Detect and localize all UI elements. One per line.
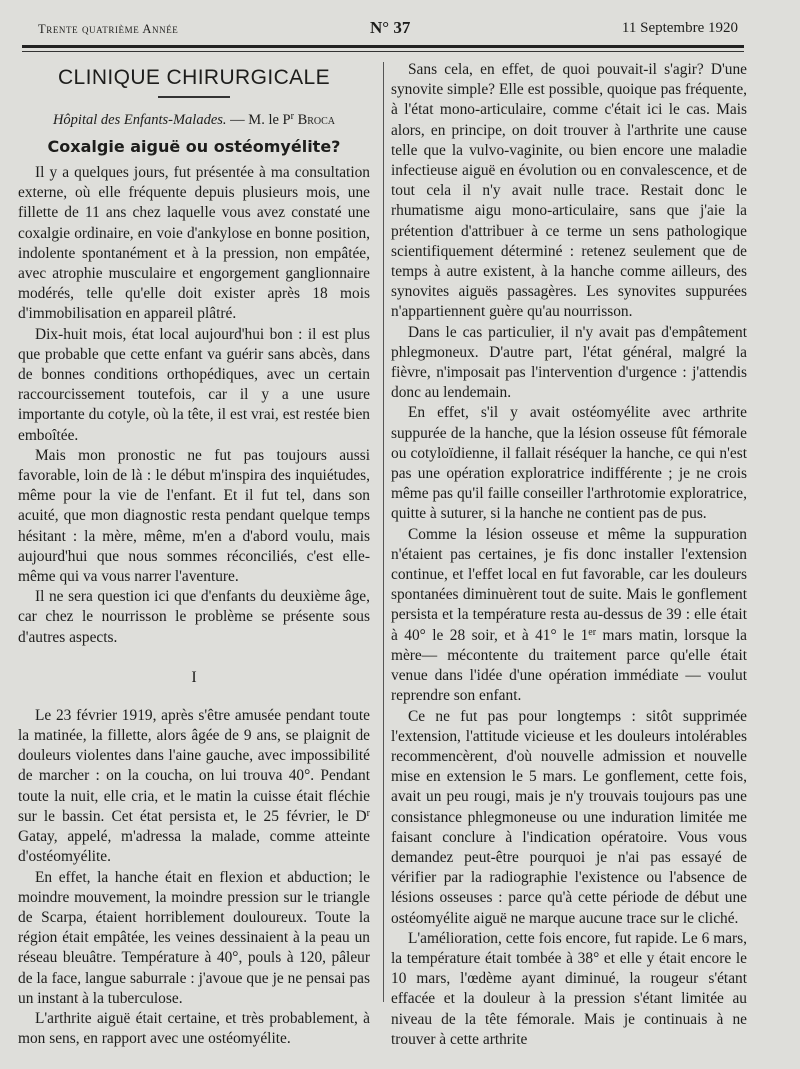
column-divider <box>383 62 384 1002</box>
section-numeral: I <box>191 668 197 686</box>
paragraph: Il y a quelques jours, fut présentée à ma consultation externe, où elle fréquente depuis plusieurs mois, une fillette de 11 ans chez laquelle vous avez constaté une coxalgie ordinaire, en voie d'ankylose en bonne position, indolente spontanément et à la pression, non empâtée, avec atrophie musculaire et engorgement ganglionnaire modérés, telle qu'elle doit exister après 18 mois d'immobilisation en appareil plâtré. <box>18 164 370 323</box>
ordinal-superscript: er <box>588 626 597 638</box>
paragraph-text: Gatay, appelé, m'adressa la malade, comme atteinte d'ostéomyélite. <box>18 828 370 866</box>
paragraph: Ce ne fut pas pour longtemps : sitôt supprimée l'extension, l'attitude vicieuse et les douleurs intolérables recommencèrent, d'où nouvelle admission et nouvelle mise en extension le 5 mars. Le gonflement, cette fois, avait un peu rougi, mais je n'y trouvais toujours pas une consistance phlegmoneuse ou une induration limitée me faisant conclure à l'indication opératoire. Vous vous demandez peut-être pourquoi je n'ai pas essayé de vérifier par la radiographie l'existence ou l'absence de lésions osseuses : parce qu'à cette période de début une ostéomyélite aiguë ne marque aucune trace sur le cliché. <box>391 707 747 927</box>
title-rule <box>158 96 230 98</box>
paragraph: Dans le cas particulier, il n'y avait pas d'empâtement phlegmoneux. D'autre part, l'état général, malgré la fièvre, n'imposait pas l'intervention d'urgence : j'attendis donc au lendemain. <box>391 323 747 402</box>
article-title: Coxalgie aiguë ou ostéomyélite? <box>47 137 341 156</box>
paragraph <box>18 706 370 868</box>
paragraph: Il ne sera question ici que d'enfants du deuxième âge, car chez le nourrisson le problème se présente sous d'autres aspects. <box>18 588 370 646</box>
paragraph: Mais mon pronostic ne fut pas toujours aussi favorable, loin de là : le début m'inspira des inquiétudes, même pour la vie de l'enfant. Et il fut tel, dans son acuité, que mon diagnostic resta pendant quelque temps hésitant : la mère, même, m'en a d'abord voulu, mais aujourd'hui que nous sommes réconciliés, c'est elle-même qui va vous narrer l'aventure. <box>18 446 370 586</box>
paragraph <box>391 525 747 707</box>
paragraph: Dix-huit mois, état local aujourd'hui bon : il est plus que probable que cette enfant va guérir sans abcès, dans de bonnes conditions orthopédiques, avec un certain raccourcissement toutefois, car il y a une usure importante du cotyle, où la tête, il est vrai, est restée bien emboîtée. <box>18 325 370 444</box>
volume-label: Trente quatrième Année <box>38 22 179 36</box>
issue-date: 11 Septembre 1920 <box>621 20 738 36</box>
header-rule-thick <box>22 45 744 48</box>
paragraph-text: Comme la lésion osseuse et même la suppuration n'étaient pas certaines, je fis donc installer l'extension continue, et l'effet local en fut favorable, car les douleurs spontanées diminuèrent tout de suite. Mais le gonflement persista et la température resta au-dessus de 39 : elle était à 40° le 28 soir, et à 41° le 1 <box>391 525 747 644</box>
paragraph: L'arthrite aiguë était certaine, et très probablement, à mon sens, en rapport avec une ostéomyélite. <box>18 1009 370 1048</box>
author-name: Broca <box>293 112 336 128</box>
right-column <box>391 60 747 1050</box>
hospital-name: Hôpital des Enfants-Malades. <box>52 112 227 128</box>
paragraph-text: Le 23 février 1919, après s'être amusée pendant toute la matinée, la fillette, alors âgée de 9 ans, se plaignit de douleurs violentes dans l'aine gauche, avec impossibilité de marcher : on la coucha, on lui trouva 40°. Pendant toute la nuit, elle cria, et le matin la cuisse était fléchie sur le bassin. Cet état persista et, le 25 février, le D <box>18 706 370 825</box>
paragraph: Sans cela, en effet, de quoi pouvait-il s'agir? D'une synovite simple? Elle est possible, quoique pas fréquente, à l'état mono-articulaire, comme c'était ici le cas. Mais alors, en principe, on doit trouver à l'arthrite une cause telle que la vulvo-vaginite, ou bien encore une maladie infectieuse aiguë en évolution ou en convalescence, et de tout cela il n'y avait nulle trace. Restait donc le rhumatisme aigu mono-articulaire, sans que j'aie la prétention d'attribuer à ce terme un sens pathologique scientifiquement déterminé : retenez seulement que de temps à autre existent, à la hanche comme ailleurs, des synovites aiguës passagères. Les synovites suppurées n'appartiennent guère qu'au nourrisson. <box>391 61 747 321</box>
paragraph: En effet, la hanche était en flexion et abduction; le moindre mouvement, la moindre pression sur le triangle de Scarpa, étaient horriblement douloureux. Toute la région était empâtée, les veines dessinaient à la peau un réseau bleuâtre. Température à 40°, pouls à 120, pâleur de la face, langue saburrale : j'avoue que je ne pensai pas un instant à la tuberculose. <box>18 868 370 1007</box>
article-source <box>18 110 370 130</box>
left-column <box>18 60 370 1049</box>
running-header <box>38 18 738 42</box>
paragraph-text: mars matin, lorsque la mère— mécontente du traitement parce qu'elle était venue dans l'idée d'une opération immédiate — voulut reprendre son enfant. <box>391 626 748 705</box>
author-prefix: — M. le P <box>226 112 291 128</box>
prof-superscript: r <box>290 111 294 122</box>
doctor-superscript: r <box>366 807 370 819</box>
issue-number: N° 37 <box>370 18 411 37</box>
paragraph: En effet, s'il y avait ostéomyélite avec arthrite suppurée de la hanche, que la lésion osseuse fût fémorale ou cotyloïdienne, il fallait réséquer la hanche, ce qui n'est pas une opération exploratrice indifférente ; je ne crois même pas qu'il faille conseiller l'arthrotomie exploratrice, quitte à suturer, si la hanche ne contient pas de pus. <box>391 404 747 523</box>
paragraph: L'amélioration, cette fois encore, fut rapide. Le 6 mars, la température était tombée à 38° et elle y était encore le 10 mars, l'œdème ayant diminué, la rougeur s'étant effacée et la douleur à la pression s'étant limitée au niveau de la tête fémorale. Mais je continuais à ne trouver à cette arthrite <box>391 929 747 1048</box>
section-title: CLINIQUE CHIRURGICALE <box>57 66 331 89</box>
header-rule-thin <box>22 51 744 52</box>
